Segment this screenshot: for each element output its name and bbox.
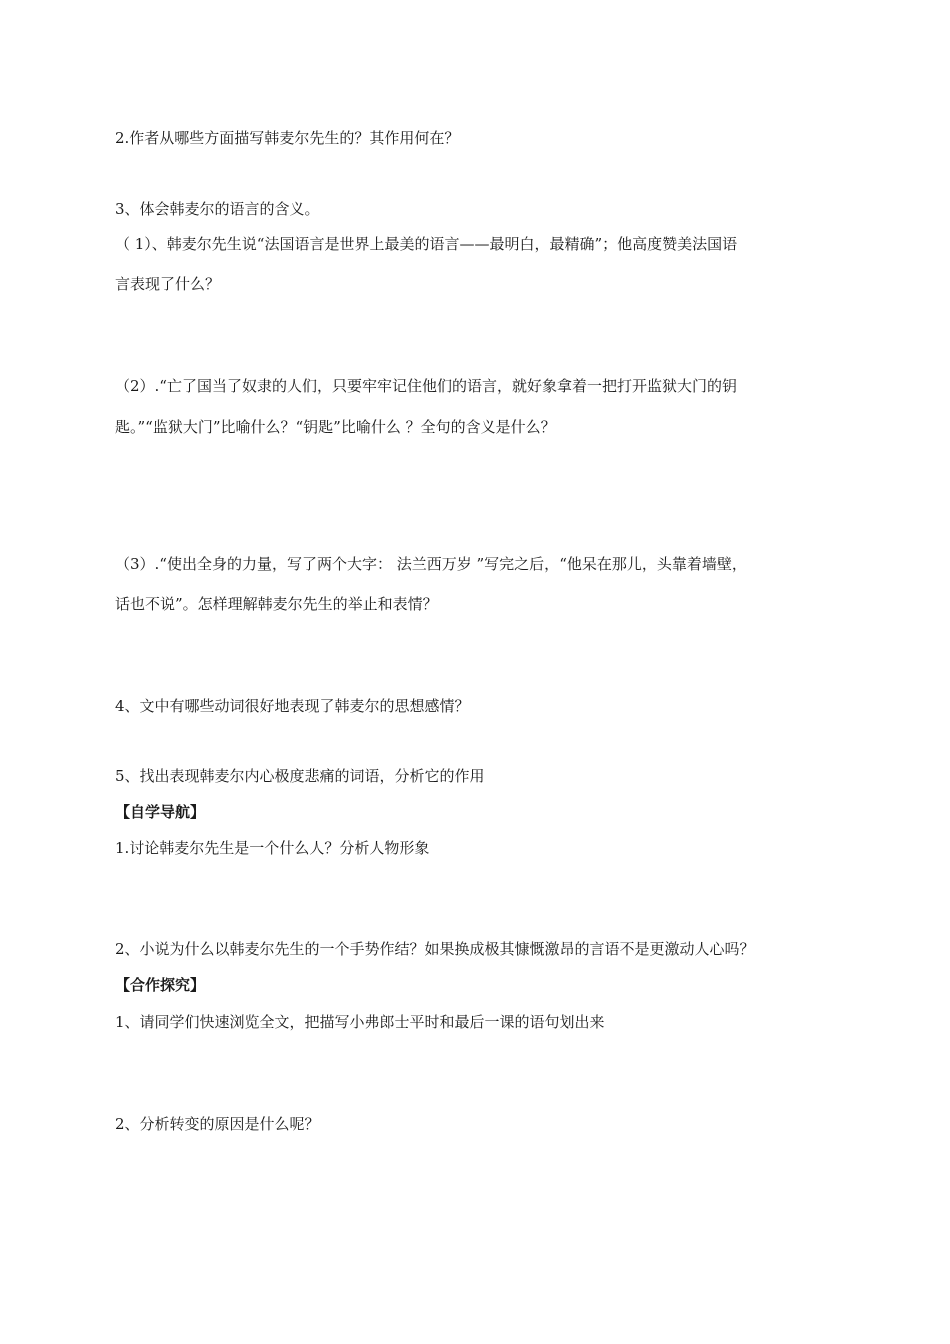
question-3: 3、体会韩麦尔的语言的含义。 <box>115 200 320 218</box>
cooperation-question-2: 2、分析转变的原因是什么呢？ <box>115 1115 320 1133</box>
question-3-2-line-1: （2）.“亡了国当了奴隶的人们，只要牢牢记住他们的语言，就好象拿着一把打开监狱大门的钥 <box>115 377 737 395</box>
section-heading-self-study: 【自学导航】 <box>115 803 206 821</box>
question-2: 2.作者从哪些方面描写韩麦尔先生的？其作用何在？ <box>115 129 460 147</box>
question-5: 5、找出表现韩麦尔内心极度悲痛的词语，分析它的作用 <box>115 767 485 785</box>
self-study-question-1: 1.讨论韩麦尔先生是一个什么人？分析人物形象 <box>115 839 430 857</box>
cooperation-question-1: 1、请同学们快速浏览全文，把描写小弗郎士平时和最后一课的语句划出来 <box>115 1013 605 1031</box>
self-study-question-2: 2、小说为什么以韩麦尔先生的一个手势作结？如果换成极其慷慨激昂的言语不是更激动人心吗？ <box>115 940 755 958</box>
question-3-3-line-1: （3）.“使出全身的力量，写了两个大字： 法兰西万岁 ”写完之后，“他呆在那儿，头靠着墙壁， <box>115 555 747 573</box>
question-3-2-line-2: 匙。”“监狱大门”比喻什么？“钥匙”比喻什么 ？全句的含义是什么？ <box>115 418 556 436</box>
section-heading-cooperation: 【合作探究】 <box>115 976 206 994</box>
question-4: 4、文中有哪些动词很好地表现了韩麦尔的思想感情？ <box>115 697 470 715</box>
question-3-1-line-2: 言表现了什么？ <box>115 275 221 293</box>
question-3-1-line-1: （ 1）、韩麦尔先生说“法国语言是世界上最美的语言——最明白，最精确”；他高度赞美法国语 <box>115 235 738 253</box>
question-3-3-line-2: 话也不说”。怎样理解韩麦尔先生的举止和表情？ <box>115 595 438 613</box>
